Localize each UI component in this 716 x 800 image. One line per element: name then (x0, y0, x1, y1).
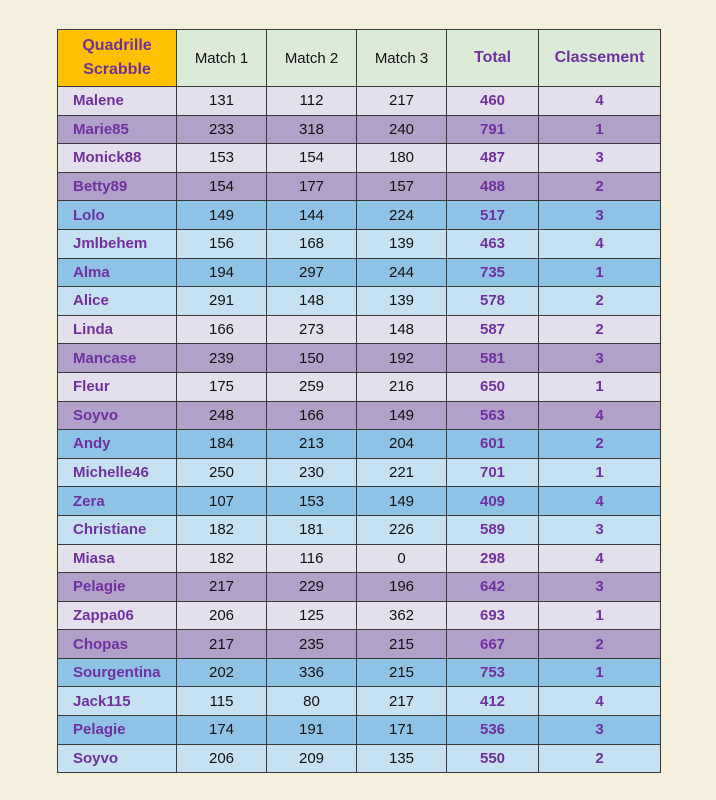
match2-cell: 318 (267, 115, 357, 144)
match2-cell: 259 (267, 372, 357, 401)
match2-cell: 235 (267, 630, 357, 659)
total-cell: 412 (447, 687, 539, 716)
column-header-match3: Match 3 (357, 30, 447, 87)
player-name-cell: Jack115 (58, 687, 177, 716)
match3-cell: 196 (357, 573, 447, 602)
rank-cell: 1 (539, 658, 661, 687)
player-name-cell: Christiane (58, 515, 177, 544)
rank-cell: 4 (539, 487, 661, 516)
player-name-cell: Alice (58, 287, 177, 316)
total-cell: 409 (447, 487, 539, 516)
player-name-cell: Michelle46 (58, 458, 177, 487)
match1-cell: 115 (177, 687, 267, 716)
match3-cell: 0 (357, 544, 447, 573)
match3-cell: 139 (357, 287, 447, 316)
match1-cell: 206 (177, 601, 267, 630)
column-header-match2: Match 2 (267, 30, 357, 87)
match1-cell: 107 (177, 487, 267, 516)
match3-cell: 149 (357, 401, 447, 430)
match2-cell: 213 (267, 430, 357, 459)
table-row (58, 573, 661, 602)
table-body (58, 87, 661, 773)
match3-cell: 139 (357, 229, 447, 258)
match2-cell: 229 (267, 573, 357, 602)
rank-cell: 2 (539, 744, 661, 773)
rank-cell: 4 (539, 544, 661, 573)
match1-cell: 166 (177, 315, 267, 344)
total-cell: 550 (447, 744, 539, 773)
score-sheet (57, 29, 660, 773)
table-row (58, 115, 661, 144)
match3-cell: 135 (357, 744, 447, 773)
match3-cell: 221 (357, 458, 447, 487)
table-row (58, 544, 661, 573)
player-name-cell: Miasa (58, 544, 177, 573)
total-cell: 517 (447, 201, 539, 230)
total-cell: 589 (447, 515, 539, 544)
total-cell: 298 (447, 544, 539, 573)
player-name-cell: Linda (58, 315, 177, 344)
match2-cell: 297 (267, 258, 357, 287)
title-line-1: Quadrille (82, 37, 152, 54)
column-header-match1: Match 1 (177, 30, 267, 87)
total-cell: 753 (447, 658, 539, 687)
match3-cell: 226 (357, 515, 447, 544)
match1-cell: 291 (177, 287, 267, 316)
match1-cell: 217 (177, 573, 267, 602)
match2-cell: 273 (267, 315, 357, 344)
match1-cell: 174 (177, 716, 267, 745)
title-line-2: Scrabble (83, 61, 151, 78)
match3-cell: 217 (357, 87, 447, 116)
match2-cell: 154 (267, 144, 357, 173)
total-cell: 578 (447, 287, 539, 316)
table-row (58, 144, 661, 173)
table-row (58, 201, 661, 230)
table-row (58, 315, 661, 344)
player-name-cell: Soyvo (58, 401, 177, 430)
player-name-cell: Zappa06 (58, 601, 177, 630)
match3-cell: 215 (357, 658, 447, 687)
match1-cell: 184 (177, 430, 267, 459)
rank-cell: 4 (539, 687, 661, 716)
match1-cell: 156 (177, 229, 267, 258)
table-row (58, 515, 661, 544)
player-name-cell: Soyvo (58, 744, 177, 773)
total-cell: 460 (447, 87, 539, 116)
match1-cell: 202 (177, 658, 267, 687)
table-row (58, 172, 661, 201)
player-name-cell: Marie85 (58, 115, 177, 144)
table-row (58, 372, 661, 401)
match3-cell: 215 (357, 630, 447, 659)
match2-cell: 181 (267, 515, 357, 544)
player-name-cell: Sourgentina (58, 658, 177, 687)
rank-cell: 3 (539, 344, 661, 373)
score-table (57, 29, 661, 773)
rank-cell: 4 (539, 401, 661, 430)
rank-cell: 2 (539, 430, 661, 459)
match2-cell: 153 (267, 487, 357, 516)
match3-cell: 224 (357, 201, 447, 230)
match1-cell: 131 (177, 87, 267, 116)
table-title (58, 30, 177, 87)
match2-cell: 230 (267, 458, 357, 487)
table-row (58, 687, 661, 716)
match2-cell: 80 (267, 687, 357, 716)
rank-cell: 4 (539, 87, 661, 116)
rank-cell: 1 (539, 458, 661, 487)
rank-cell: 2 (539, 315, 661, 344)
table-row (58, 287, 661, 316)
rank-cell: 2 (539, 630, 661, 659)
total-cell: 791 (447, 115, 539, 144)
match2-cell: 336 (267, 658, 357, 687)
match3-cell: 204 (357, 430, 447, 459)
match1-cell: 182 (177, 515, 267, 544)
match2-cell: 177 (267, 172, 357, 201)
total-cell: 701 (447, 458, 539, 487)
rank-cell: 1 (539, 258, 661, 287)
rank-cell: 3 (539, 573, 661, 602)
header-row (58, 30, 661, 87)
rank-cell: 3 (539, 201, 661, 230)
match3-cell: 244 (357, 258, 447, 287)
match2-cell: 168 (267, 229, 357, 258)
table-row (58, 229, 661, 258)
rank-cell: 1 (539, 601, 661, 630)
rank-cell: 3 (539, 144, 661, 173)
player-name-cell: Chopas (58, 630, 177, 659)
match1-cell: 194 (177, 258, 267, 287)
table-row (58, 744, 661, 773)
match3-cell: 362 (357, 601, 447, 630)
match3-cell: 217 (357, 687, 447, 716)
total-cell: 581 (447, 344, 539, 373)
total-cell: 667 (447, 630, 539, 659)
match2-cell: 191 (267, 716, 357, 745)
match1-cell: 175 (177, 372, 267, 401)
match1-cell: 149 (177, 201, 267, 230)
player-name-cell: Monick88 (58, 144, 177, 173)
match3-cell: 192 (357, 344, 447, 373)
match3-cell: 240 (357, 115, 447, 144)
player-name-cell: Alma (58, 258, 177, 287)
rank-cell: 1 (539, 372, 661, 401)
match2-cell: 116 (267, 544, 357, 573)
match3-cell: 157 (357, 172, 447, 201)
match2-cell: 112 (267, 87, 357, 116)
match3-cell: 180 (357, 144, 447, 173)
table-row (58, 601, 661, 630)
player-name-cell: Pelagie (58, 716, 177, 745)
player-name-cell: Malene (58, 87, 177, 116)
column-header-rank: Classement (539, 30, 661, 87)
table-row (58, 401, 661, 430)
table-row (58, 716, 661, 745)
total-cell: 650 (447, 372, 539, 401)
match3-cell: 216 (357, 372, 447, 401)
player-name-cell: Mancase (58, 344, 177, 373)
player-name-cell: Jmlbehem (58, 229, 177, 258)
player-name-cell: Fleur (58, 372, 177, 401)
match1-cell: 217 (177, 630, 267, 659)
table-row (58, 487, 661, 516)
match3-cell: 171 (357, 716, 447, 745)
table-row (58, 344, 661, 373)
match1-cell: 233 (177, 115, 267, 144)
rank-cell: 2 (539, 287, 661, 316)
match1-cell: 250 (177, 458, 267, 487)
match2-cell: 125 (267, 601, 357, 630)
match2-cell: 144 (267, 201, 357, 230)
table-row (58, 87, 661, 116)
total-cell: 488 (447, 172, 539, 201)
table-row (58, 458, 661, 487)
total-cell: 536 (447, 716, 539, 745)
match3-cell: 149 (357, 487, 447, 516)
player-name-cell: Lolo (58, 201, 177, 230)
total-cell: 563 (447, 401, 539, 430)
total-cell: 601 (447, 430, 539, 459)
table-row (58, 258, 661, 287)
rank-cell: 3 (539, 515, 661, 544)
player-name-cell: Andy (58, 430, 177, 459)
total-cell: 693 (447, 601, 539, 630)
player-name-cell: Pelagie (58, 573, 177, 602)
rank-cell: 4 (539, 229, 661, 258)
match3-cell: 148 (357, 315, 447, 344)
match2-cell: 166 (267, 401, 357, 430)
rank-cell: 1 (539, 115, 661, 144)
match2-cell: 209 (267, 744, 357, 773)
match1-cell: 206 (177, 744, 267, 773)
total-cell: 463 (447, 229, 539, 258)
match1-cell: 153 (177, 144, 267, 173)
match1-cell: 239 (177, 344, 267, 373)
total-cell: 487 (447, 144, 539, 173)
player-name-cell: Zera (58, 487, 177, 516)
player-name-cell: Betty89 (58, 172, 177, 201)
match1-cell: 154 (177, 172, 267, 201)
rank-cell: 2 (539, 172, 661, 201)
match1-cell: 248 (177, 401, 267, 430)
match1-cell: 182 (177, 544, 267, 573)
total-cell: 587 (447, 315, 539, 344)
table-row (58, 658, 661, 687)
total-cell: 642 (447, 573, 539, 602)
match2-cell: 150 (267, 344, 357, 373)
table-row (58, 630, 661, 659)
column-header-total: Total (447, 30, 539, 87)
match2-cell: 148 (267, 287, 357, 316)
table-row (58, 430, 661, 459)
rank-cell: 3 (539, 716, 661, 745)
total-cell: 735 (447, 258, 539, 287)
